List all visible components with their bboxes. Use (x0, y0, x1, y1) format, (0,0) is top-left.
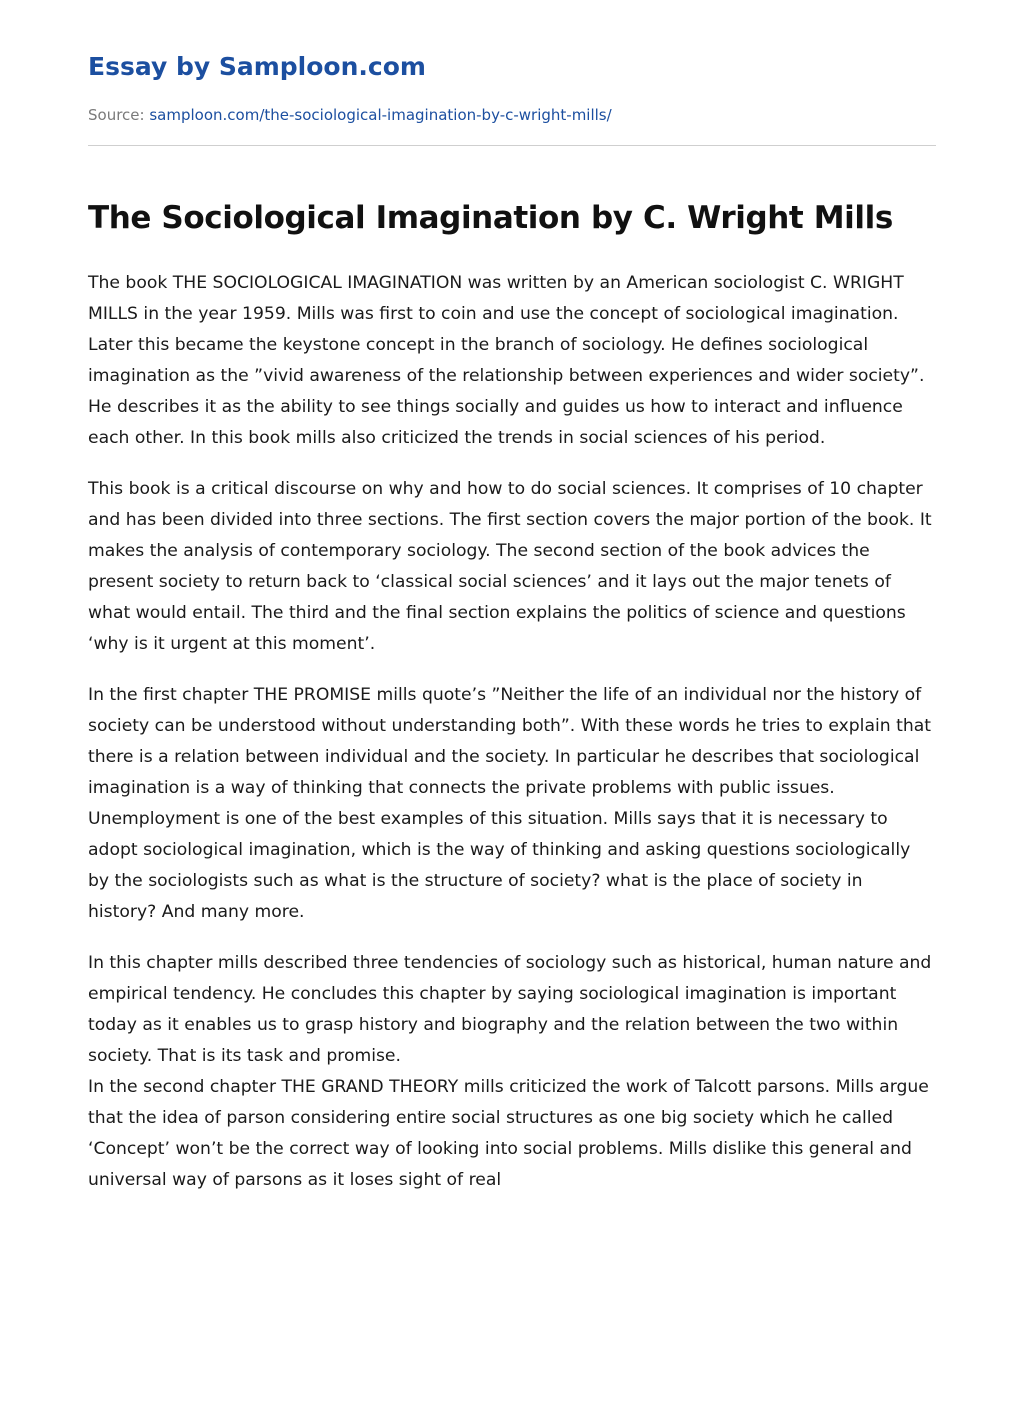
essay-body (88, 268, 936, 1216)
source-label: Source: (88, 106, 145, 124)
source-line (88, 106, 612, 124)
paragraph-2: This book is a critical discourse on why and how to do social sciences. It comprises of 10 chapter and has been divided into three sections. The first section covers the major portion of the book. It makes the analysis of contemporary sociology. The second section of the book advices the present society to return back to ‘classical social sciences’ and it lays out the major tenets of what would entail. The third and the final section explains the politics of science and questions ‘why is it urgent at this moment’. (88, 479, 932, 654)
header-divider (88, 145, 936, 146)
site-brand[interactable]: Essay by Samploon.com (88, 52, 426, 81)
paragraph-5: In the second chapter THE GRAND THEORY mills criticized the work of Talcott parsons. Mills argue that the idea of parson considering entire social structures as one big society which he called ‘Concept’ won’t be the correct way of looking into social problems. Mills dislike this general and universal way of parsons as it loses sight of real (88, 1077, 929, 1190)
paragraph-4: In this chapter mills described three tendencies of sociology such as historical, human nature and empirical tendency. He concludes this chapter by saying sociological imagination is important today as it enables us to grasp history and biography and the relation between the two within society. That is its task and promise. (88, 953, 932, 1066)
paragraph-1: The book THE SOCIOLOGICAL IMAGINATION was written by an American sociologist C. WRIGHT MILLS in the year 1959. Mills was first to coin and use the concept of sociological imagination. Later this became the keystone concept in the branch of sociology. He defines sociological imagination as the ”vivid awareness of the relationship between experiences and wider society”. He describes it as the ability to see things socially and guides us how to interact and influence each other. In this book mills also criticized the trends in social sciences of his period. (88, 273, 925, 448)
essay-title: The Sociological Imagination by C. Wright Mills (88, 200, 893, 236)
paragraph-3: In the first chapter THE PROMISE mills quote’s ”Neither the life of an individual nor the history of society can be understood without understanding both”. With these words he tries to explain that there is a relation between individual and the society. In particular he describes that sociological imagination is a way of thinking that connects the private problems with public issues. Unemployment is one of the best examples of this situation. Mills says that it is necessary to adopt sociological imagination, which is the way of thinking and asking questions sociologically by the sociologists such as what is the structure of society? what is the place of society in history? And many more. (88, 685, 932, 922)
source-link[interactable]: samploon.com/the-sociological-imagination-by-c-wright-mills/ (149, 106, 612, 124)
